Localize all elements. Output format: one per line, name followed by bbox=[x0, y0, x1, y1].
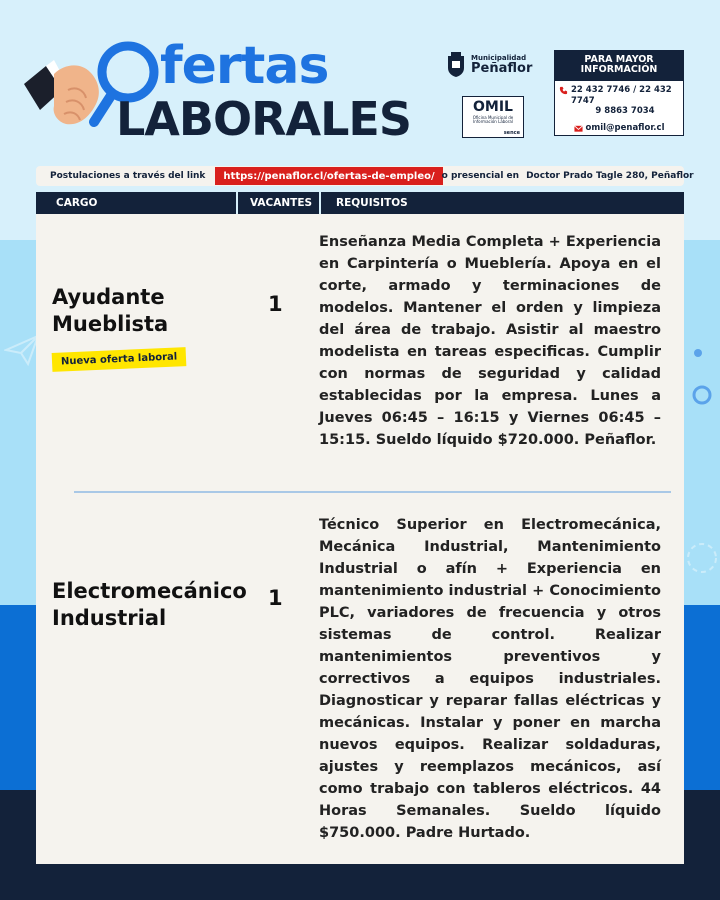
job-title: Ayudante Mueblista bbox=[52, 285, 169, 337]
omil-subtitle: Oficina Municipal de Información Laboral bbox=[472, 115, 514, 125]
table-header bbox=[36, 192, 684, 214]
row-divider bbox=[74, 491, 671, 493]
job-requirements: Técnico Superior en Electromecánica, Mecánica Industrial, Mantenimiento Industrial o afín + Experiencia en mantenimiento industrial + Conocimiento PLC, variadores de frecuencia y otros sistemas de control. Realizar mantenimientos preventivos y correctivos a equipos industriales. Diagnosticar y reparar fallas eléctricas y mecánicas. Instalar y poner en marcha nuevos equipos. Realizar soldaduras, ajustes y reemplazos mecánicos, así como trabajo con tableros eléctricos. 44 Horas Semanales. Sueldo líquido $750.000. Padre Hurtado. bbox=[319, 517, 661, 842]
table-body bbox=[36, 214, 684, 864]
email-address[interactable]: omil@penaflor.cl bbox=[585, 122, 665, 133]
job-requirements: Enseñanza Media Completa + Experiencia en Carpintería o Mueblería. Apoya en el corte, armado y terminaciones de modelos. Mantener el orden y limpieza del área de trabajo. Asistir al maestro modelista en tareas especificas. Cumplir con normas de seguridad y calidad establecidas por la empresa. Lunes a Jueves 06:45 – 16:15 y Viernes 06:45 – 15:15. Sueldo líquido $720.000. Peñaflor. bbox=[319, 234, 661, 449]
job-title: Electromecánico Industrial bbox=[52, 579, 247, 631]
email-line bbox=[555, 123, 683, 134]
omil-logo bbox=[462, 96, 524, 138]
municipality-logo bbox=[446, 52, 532, 78]
email-icon bbox=[574, 124, 583, 133]
link-bar-middle: o presencial en bbox=[441, 171, 520, 181]
job-vacancies: 1 bbox=[268, 292, 283, 316]
contact-info-box bbox=[554, 50, 684, 136]
circle-decoration-icon bbox=[684, 540, 720, 580]
phone-icon bbox=[559, 86, 568, 95]
municipality-name: Peñaflor bbox=[471, 60, 533, 76]
column-separator bbox=[236, 192, 238, 214]
column-header-vacantes: VACANTES bbox=[250, 197, 313, 209]
paper-plane-icon bbox=[4, 332, 40, 368]
municipality-label: Municipalidad bbox=[471, 53, 527, 62]
address-text: Doctor Prado Tagle 280, Peñaflor bbox=[526, 171, 694, 181]
sence-logo: sence bbox=[503, 130, 520, 136]
phone-line bbox=[555, 85, 683, 117]
phone-numbers[interactable]: 22 432 7746 / 22 432 7747 bbox=[571, 84, 672, 106]
column-header-cargo: CARGO bbox=[56, 197, 98, 209]
phone-number-mobile[interactable]: 9 8863 7034 bbox=[595, 106, 655, 117]
omil-title: OMIL bbox=[473, 99, 513, 115]
link-bar-prefix: Postulaciones a través del link bbox=[50, 171, 206, 181]
crest-icon bbox=[446, 52, 466, 78]
title-ofertas: fertas bbox=[160, 36, 329, 96]
application-link[interactable]: https://penaflor.cl/ofertas-de-empleo/ bbox=[215, 167, 442, 185]
new-offer-badge: Nueva oferta laboral bbox=[52, 347, 187, 372]
application-link-bar bbox=[36, 166, 694, 186]
contact-heading: PARA MAYOR INFORMACIÓN bbox=[555, 51, 683, 81]
title-laborales: LABORALES bbox=[116, 92, 411, 146]
column-header-requisitos: REQUISITOS bbox=[336, 197, 408, 209]
job-vacancies: 1 bbox=[268, 586, 283, 610]
column-separator bbox=[319, 192, 321, 214]
dot-decoration-icon bbox=[690, 345, 720, 415]
